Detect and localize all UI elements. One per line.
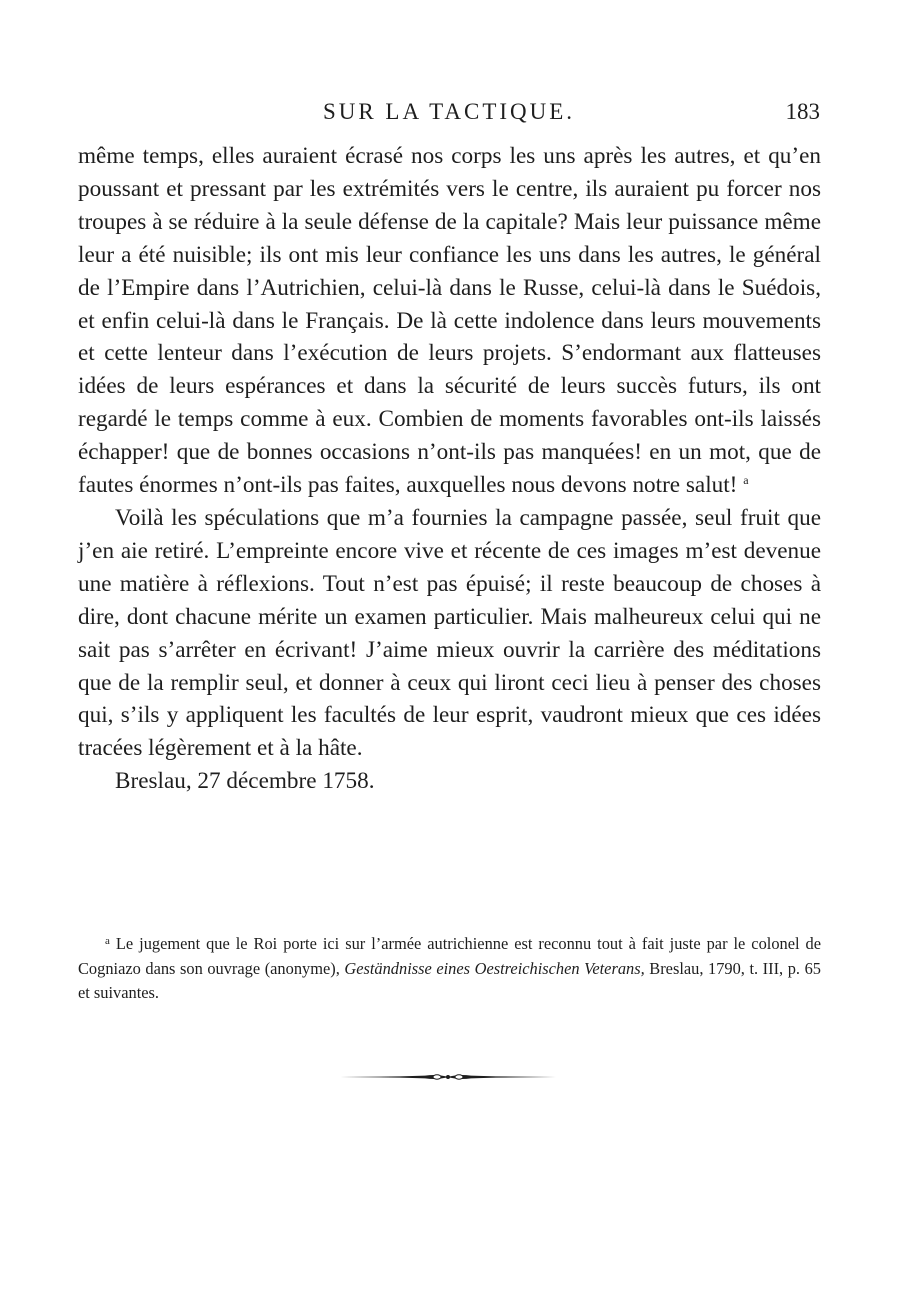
place-date-signoff: Breslau, 27 décembre 1758. [115, 768, 375, 795]
footnote-text-after: Breslau, 1790, t. III, p. 65 et suivantes. [78, 958, 821, 1002]
footnote-reference: a [743, 473, 749, 488]
running-title: SUR LA TACTIQUE. [322, 99, 576, 124]
page-number: 183 [785, 99, 820, 124]
paragraph-continuation [78, 140, 821, 502]
footnote-text-before: Le jugement que le Roi porte ici sur l’armée autrichienne est reconnu tout à fait juste par le colonel de Cogniazo dans son ouvrage (anonyme), [78, 934, 821, 978]
running-head [78, 96, 820, 128]
footnote [78, 932, 821, 1006]
footnote-book-title: Geständnisse eines Oestreichischen Veterans, [344, 958, 645, 978]
footnote-paragraph [78, 932, 821, 1006]
footnote-marker: a [105, 935, 110, 947]
fleuron-ornament-icon [340, 1068, 556, 1086]
body-text [78, 140, 821, 798]
paragraph-1-text: même temps, elles auraient écrasé nos corps les uns après les autres, et qu’en poussant et pressant par les extrémités vers le centre, ils auraient pu forcer nos troupes à se réduire à la seule défense de la capitale? Mais leur puissance même leur a été nuisible; ils ont mis leur confiance les uns dans les autres, le général de l’Empire dans l’Autrichien, celui-là dans le Russe, celui-là dans le Suédois, et enfin celui-là dans le Français. De là cette indolence dans leurs mouvements et cette lenteur dans l’exécution de leurs projets. S’endormant aux flatteuses idées de leurs espérances et dans la sécurité de leurs succès futurs, ils ont regardé le temps comme à eux. Combien de moments favorables ont-ils laissés échapper! que de bonnes occasions n’ont-ils pas manquées! en un mot, que de fautes énormes n’ont-ils pas faites, auxquelles nous devons notre salut! [78, 143, 821, 499]
paragraph-2: Voilà les spéculations que m’a fournies la campagne passée, seul fruit que j’en aie retiré. L’empreinte encore vive et récente de ces images m’est devenue une matière à réflexions. Tout n’est pas épuisé; il reste beaucoup de choses à dire, dont chacune mérite un examen particulier. Mais malheureux celui qui ne sait pas s’arrêter en écrivant! J’aime mieux ouvrir la carrière des méditations que de la remplir seul, et donner à ceux qui liront ceci lieu à penser des choses qui, s’ils y appliquent les facultés de leur esprit, vaudront mieux que ces idées tracées légèrement et à la hâte. [78, 504, 821, 762]
